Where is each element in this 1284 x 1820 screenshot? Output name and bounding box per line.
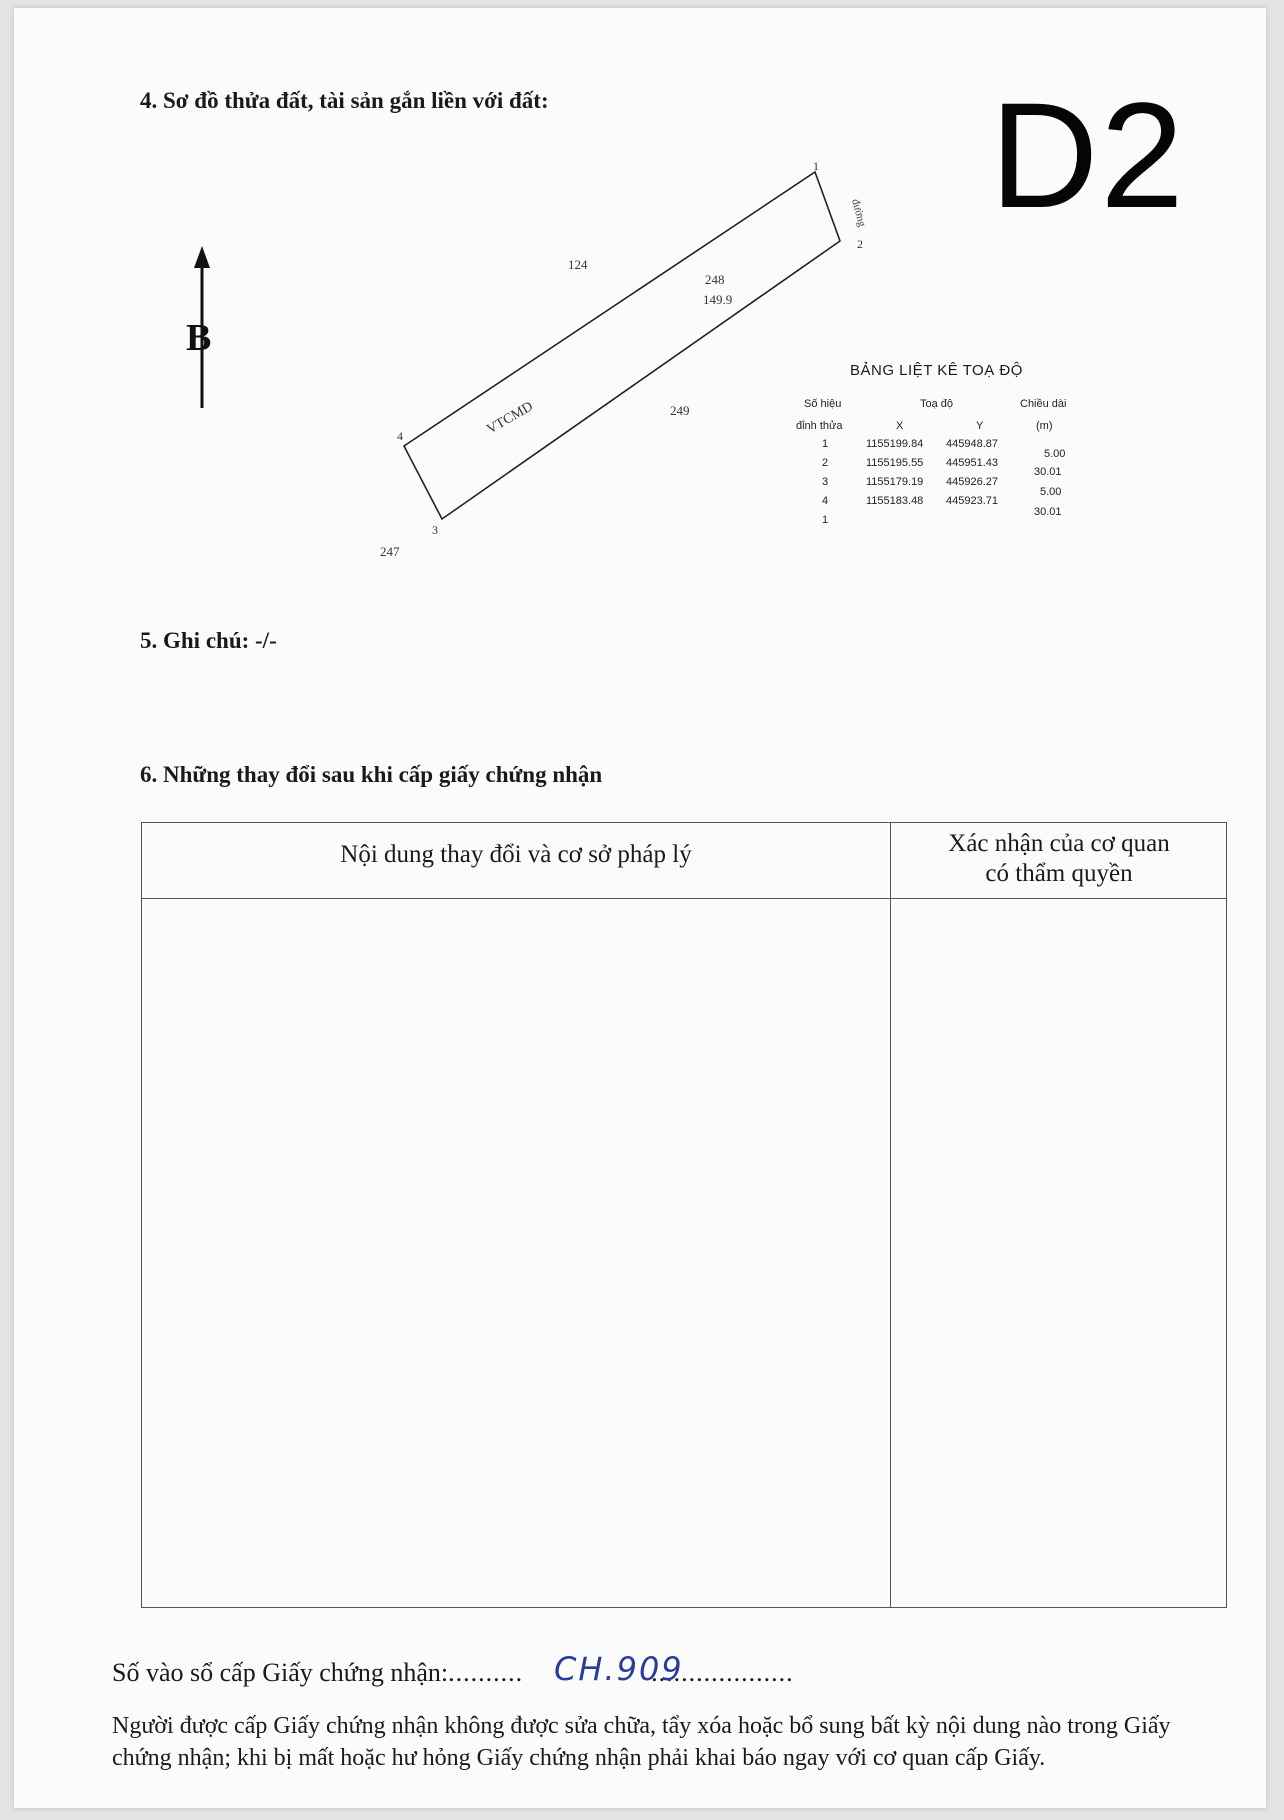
coord-row-y: 445948.87 xyxy=(946,438,998,450)
vertex-label: 3 xyxy=(432,523,438,537)
parcel-diagram xyxy=(0,0,1284,600)
corner-label: D2 xyxy=(990,71,1186,239)
neighbor-parcel: 124 xyxy=(568,257,588,272)
coord-length: 30.01 xyxy=(1034,466,1062,478)
changes-col-approval-header xyxy=(892,829,1226,889)
coord-row-id: 1 xyxy=(822,438,829,450)
parcel-outline xyxy=(404,172,840,519)
coord-row-id: 2 xyxy=(822,457,829,469)
coord-table-title: BẢNG LIỆT KÊ TOẠ ĐỘ xyxy=(850,362,1023,379)
coord-header: Toạ độ xyxy=(920,398,954,410)
coord-length: 5.00 xyxy=(1044,448,1066,460)
parcel-area: 149.9 xyxy=(703,292,733,307)
road-label: đường xyxy=(849,197,869,229)
coord-row-x: 1155195.55 xyxy=(866,457,924,469)
approval-header-line2: có thẩm quyền xyxy=(985,860,1133,887)
coord-row-y: 445923.71 xyxy=(946,495,998,507)
coord-row-x: 1155179.19 xyxy=(866,476,924,488)
coord-length: 30.01 xyxy=(1034,506,1062,518)
coord-header: Chiều dài xyxy=(1020,398,1067,410)
coord-header: Số hiệu xyxy=(804,398,842,410)
neighbor-parcel: 249 xyxy=(670,403,690,418)
north-arrow xyxy=(186,246,211,408)
coord-header: đỉnh thửa xyxy=(796,420,843,432)
footer-note: Người được cấp Giấy chứng nhận không được sửa chữa, tẩy xóa hoặc bổ sung bất kỳ nội dung nào trong Giấy chứng nhận; khi bị mất hoặc hư hỏng Giấy chứng nhận phải khai báo ngay với cơ quan cấp Giấy. xyxy=(112,1713,1171,1771)
coord-header: Y xyxy=(976,420,984,432)
registration-dots: ................... xyxy=(651,1658,794,1687)
coord-row-id: 3 xyxy=(822,476,829,488)
coord-row-y: 445951.43 xyxy=(946,457,998,469)
vertex-label: 1 xyxy=(813,159,819,173)
section-5-title: 5. Ghi chú: -/- xyxy=(140,628,277,653)
section-6-title: 6. Những thay đổi sau khi cấp giấy chứng nhận xyxy=(140,762,603,787)
coord-row-x: 1155199.84 xyxy=(866,438,924,450)
registration-number: CH.909 xyxy=(554,1650,684,1688)
column-divider xyxy=(890,823,891,1607)
vertex-label: 2 xyxy=(857,237,863,251)
section-4-title: 4. Sơ đồ thửa đất, tài sản gắn liền với đất: xyxy=(140,88,549,113)
neighbor-parcel: 247 xyxy=(380,544,400,559)
parcel-number: 248 xyxy=(705,272,725,287)
approval-header-line1: Xác nhận của cơ quan xyxy=(948,830,1170,857)
coord-row-id: 4 xyxy=(822,495,829,507)
changes-col-content-header: Nội dung thay đổi và cơ sở pháp lý xyxy=(340,841,692,868)
registration-dots: .......... xyxy=(448,1658,524,1687)
coord-row-x: 1155183.48 xyxy=(866,495,924,507)
coord-row-id: 1 xyxy=(822,514,829,526)
registration-line xyxy=(112,1658,794,1688)
registration-label: Số vào sổ cấp Giấy chứng nhận: xyxy=(112,1658,449,1687)
coord-header: (m) xyxy=(1036,420,1053,432)
north-label: B xyxy=(186,317,212,359)
coord-row-y: 445926.27 xyxy=(946,476,998,488)
changes-table xyxy=(141,822,1227,1608)
coord-header: X xyxy=(896,420,904,432)
vertex-label: 4 xyxy=(397,429,403,443)
parcel-label: VTCMD xyxy=(484,399,536,438)
coord-length: 5.00 xyxy=(1040,486,1062,498)
